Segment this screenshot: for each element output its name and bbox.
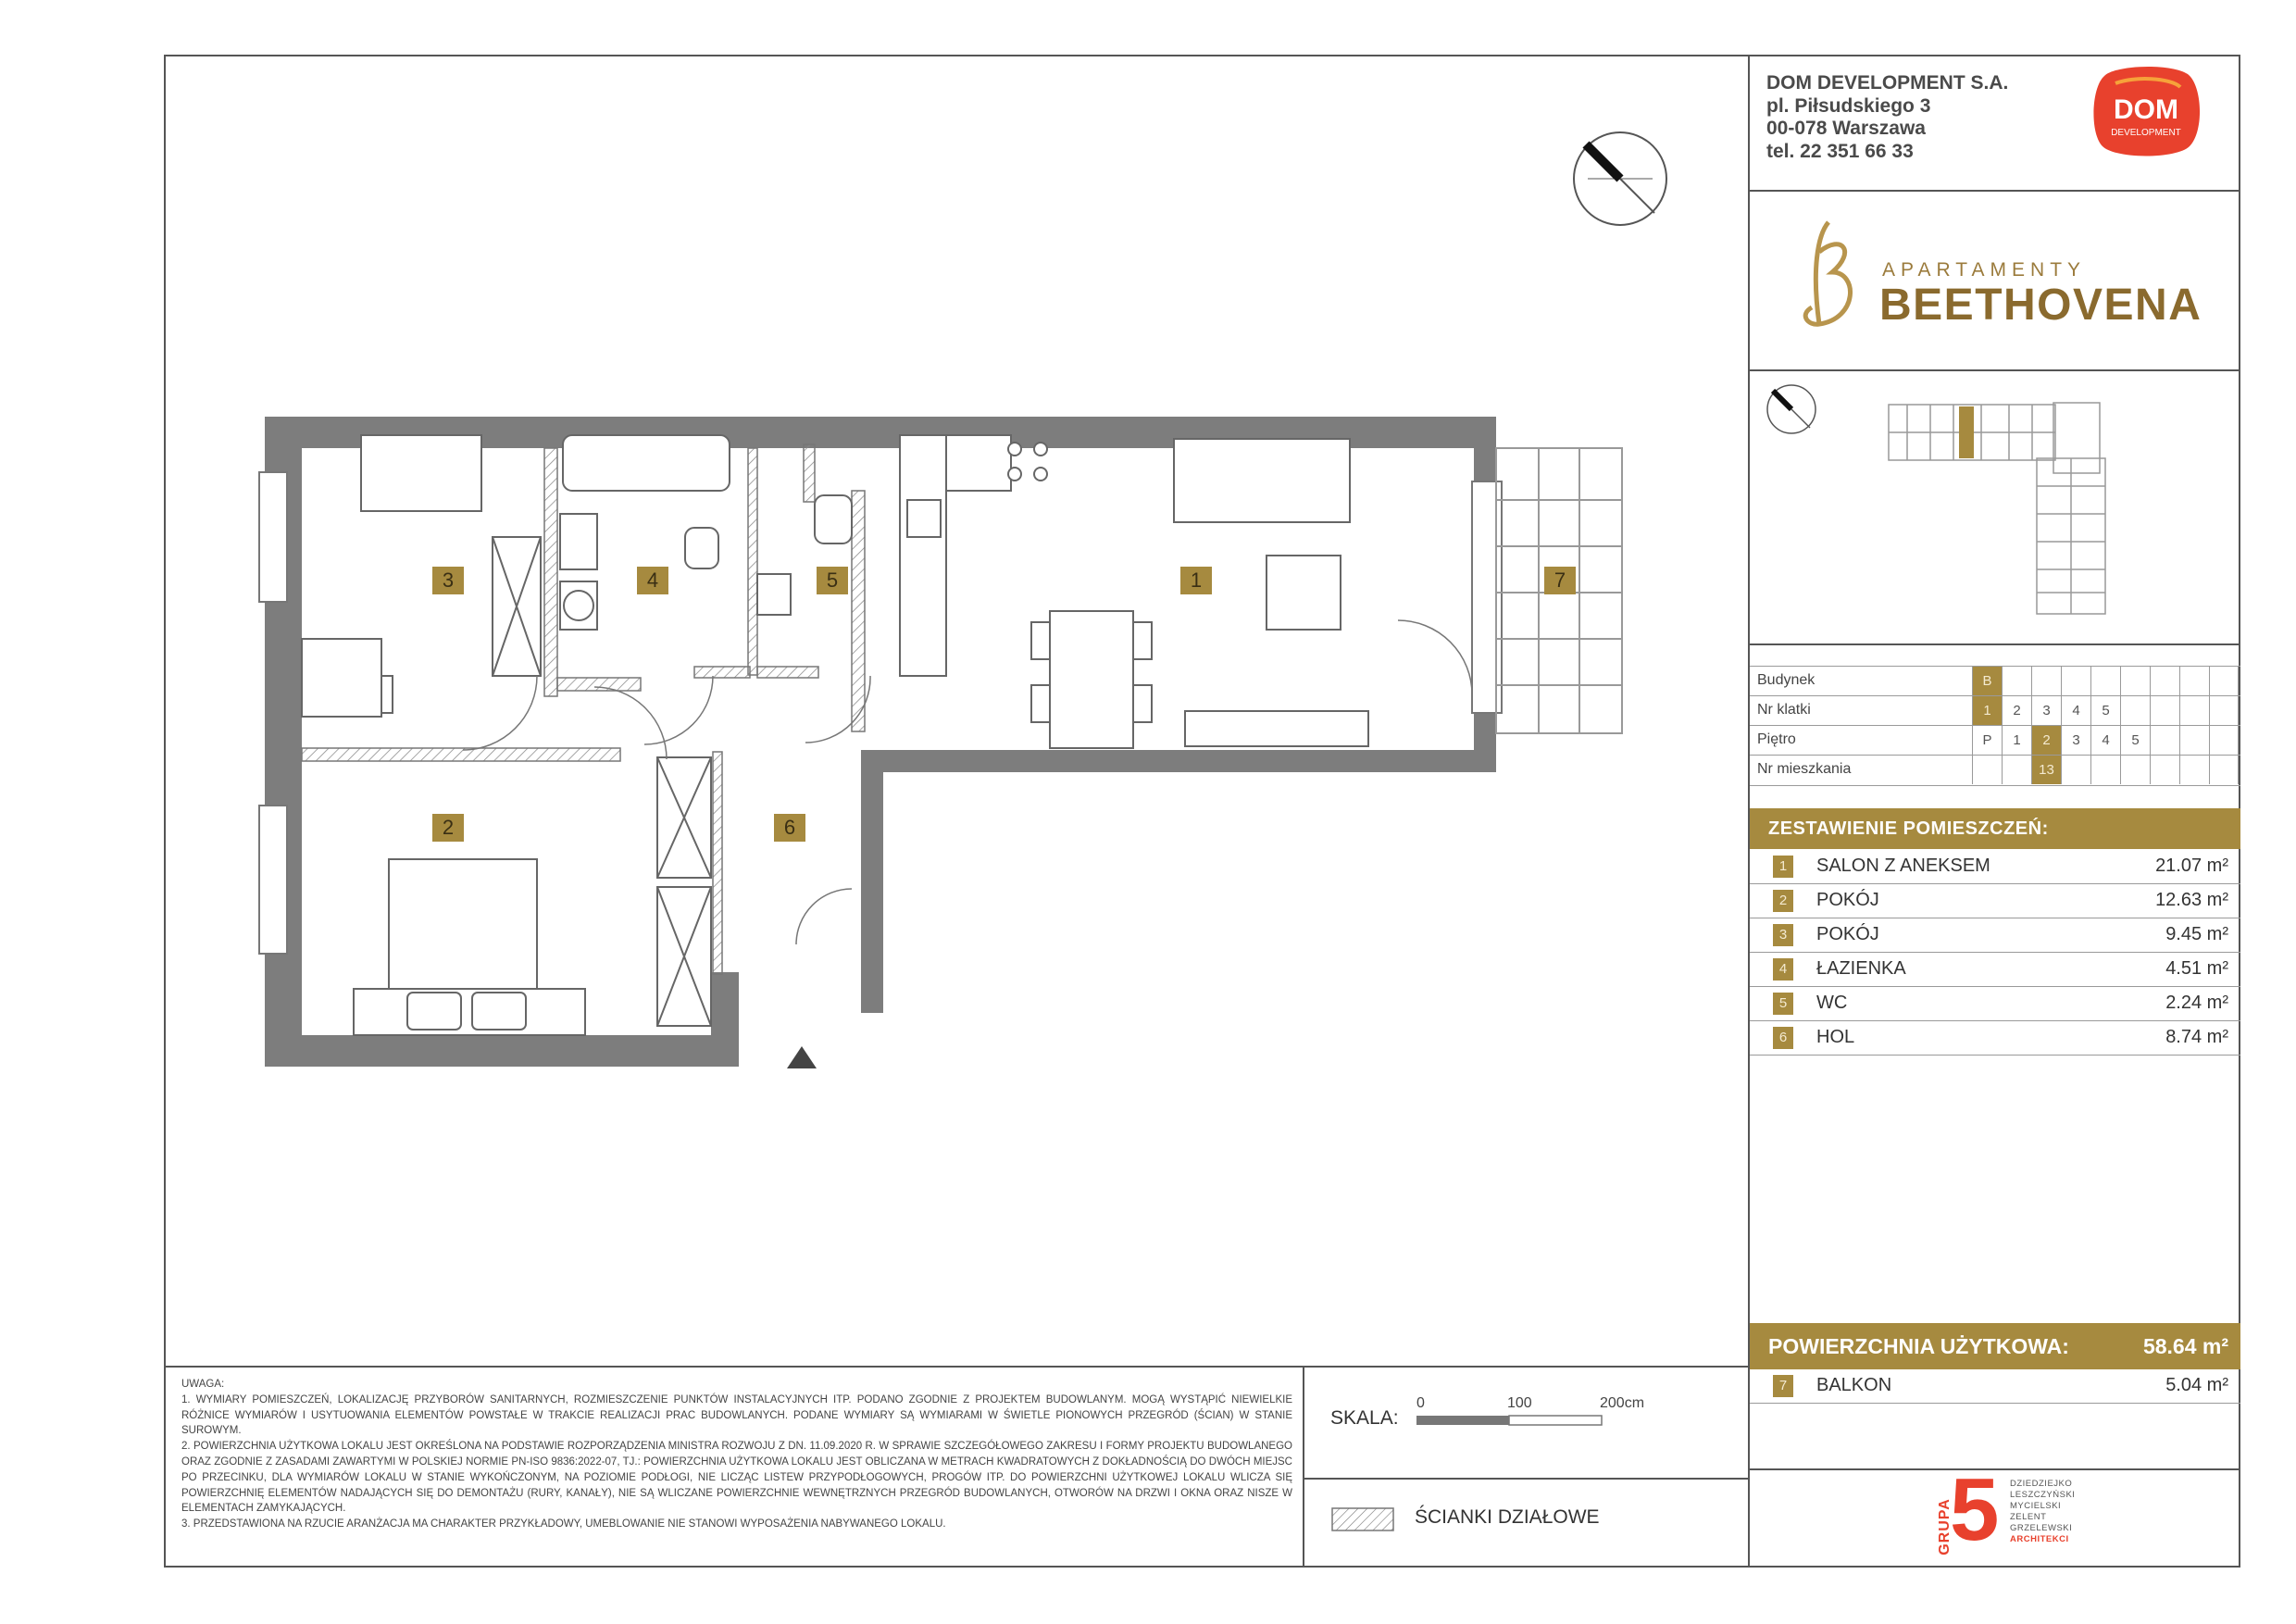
sink-wc: [757, 574, 791, 615]
grid-cell: [2179, 726, 2209, 755]
room-number: 1: [1773, 856, 1793, 878]
kitchen-sink: [907, 500, 941, 537]
notes-title: UWAGA:: [181, 1379, 225, 1390]
entrance-marker: [787, 1046, 817, 1068]
room-area: 5.04 m²: [2165, 1375, 2228, 1395]
exterior-wall-bottom: [265, 1035, 728, 1067]
chair: [1133, 685, 1152, 722]
mieszkanie-value: 13: [2031, 756, 2061, 784]
building-key-plan: [1879, 394, 2148, 616]
architect-name: MYCIELSKI: [2010, 1501, 2062, 1511]
company-address1: pl. Piłsudskiego 3: [1766, 94, 1931, 117]
note-item: 1. WYMIARY POMIESZCZEŃ, LOKALIZACJĘ PRZYBORÓW SANITARNYCH, ROZMIESZCZENIE PUNKTÓW INSTALACYJNYCH ITP. PODANO ZGODNIE Z PROJEKTEM BUDOWLANYM. MOGĄ WYSTĄPIĆ NIEWIELKIE RÓŻNICE WYMIARÓW I USYTUOWANIA ELEMENTÓW POWSTAŁE W TRAKCIE REALIZACJI PRAC BUDOWLANYCH. PODANE WYMIARY SĄ WYMIARAMI W ŚWIETLE PIONOWYCH PRZEGRÓD (ŚCIAN) W STANIE SUROWYM.: [181, 1393, 1292, 1437]
architect-name: GRZELEWSKI: [2010, 1523, 2073, 1533]
divider: [1304, 1478, 1749, 1480]
interior-wall-hol-right: [861, 750, 883, 1013]
chair: [1031, 685, 1050, 722]
room-summary-row: [1750, 953, 2240, 987]
room-summary-row: [1750, 850, 2240, 884]
partition-wall: [302, 748, 620, 761]
coffee-table: [1267, 556, 1341, 630]
partition-wall: [557, 678, 641, 691]
info-row-mieszkanie: [1750, 755, 2240, 786]
chair: [1133, 622, 1152, 659]
company-address2: 00-078 Warszawa: [1766, 118, 1926, 139]
room-summary-row: [1750, 884, 2240, 918]
balcony-door: [1472, 481, 1502, 713]
info-row-klatka: [1750, 695, 2240, 726]
klatka-value: 3: [2031, 696, 2061, 725]
wall-stub: [711, 972, 739, 1067]
mieszkanie-label: Nr mieszkania: [1757, 761, 1852, 777]
plan-room-tag: 3: [432, 567, 464, 594]
brand-line2: BEETHOVENA: [1879, 281, 2202, 330]
note-item: 3. PRZEDSTAWIONA NA RZUCIE ARANŻACJA MA CHARAKTER PRZYKŁADOWY, UMEBLOWANIE NIE STANOWI WYPOSAŻENIA NABYWANEGO LOKALU.: [181, 1518, 946, 1530]
pietro-value: 5: [2120, 726, 2150, 755]
klatka-label: Nr klatki: [1757, 702, 1811, 718]
desk-room3: [302, 639, 381, 717]
budynek-label: Budynek: [1757, 672, 1816, 688]
info-row-pietro: [1750, 725, 2240, 756]
grid-cell: [2179, 756, 2209, 784]
partition-wall-label: ŚCIANKI DZIAŁOWE: [1415, 1506, 1600, 1528]
door-swing: [463, 676, 537, 750]
interior-wall-corridor: [861, 750, 1496, 772]
klatka-value: 1: [1972, 696, 2002, 725]
room-summary-row: [1750, 1021, 2240, 1056]
divider: [164, 1366, 1750, 1368]
beethovena-monogram: [1791, 215, 1866, 335]
pietro-label: Piętro: [1757, 731, 1796, 747]
note-item: 2. POWIERZCHNIA UŻYTKOWA LOKALU JEST OKREŚLONA NA PODSTAWIE ROZPORZĄDZENIA MINISTRA ROZWOJU Z DN. 11.09.2020 R. W SPRAWIE SZCZEGÓŁOWEGO ZAKRESU I FORMY PROJEKTU BUDOWLANEGO ORAZ ZGODNIE Z ZASADAMI ZAWARTYMI W POLSKIEJ NORMIE PN-ISO 9836:2022-07, TJ.: POWIERZCHNIA UŻYTKOWA LOKALU JEST OBLICZANA W METRACH KWADRATOWYCH Z DOKŁADNOŚCIĄ DO DWÓCH MIEJSC PO PRZECINKU, DLA WYMIARÓW LOKALU W STANIE WYKOŃCZONYM, NA POZIOMIE PODŁOGI, NIE LICZĄC LISTEW PRZYPODŁOGOWYCH, PROGÓW ITP. DO POWIERZCHNI UŻYTKOWEJ LOKALU WLICZA SIĘ POWIERZCHNIĘ ELEMENTÓW NADAJĄCYCH SIĘ DO DEMONTAŻU (RURY, KANAŁY), NIE SĄ WLICZANE POWIERZCHNIE WEWNĘTRZNYCH PRZEGRÓD BUDOWLANYCH, OTWORÓW NA DRZWI I OKNA ORAZ NISZE W ELEMENTACH ZAMYKAJĄCYCH.: [181, 1441, 1292, 1515]
room-area: 12.63 m²: [2155, 890, 2228, 910]
toilet-wc: [815, 495, 852, 543]
pietro-value: 3: [2061, 726, 2090, 755]
window-room2: [259, 806, 287, 954]
total-area-header: [1750, 1323, 2240, 1369]
room-number: 4: [1773, 958, 1793, 981]
grid-cell: [2090, 756, 2120, 784]
north-compass-small: [1764, 381, 1819, 437]
grid-cell: [2120, 667, 2150, 695]
klatka-value: 5: [2090, 696, 2120, 725]
grupa-5-number: 5: [1950, 1460, 2000, 1559]
door-swing: [1398, 620, 1472, 694]
room-area: 4.51 m²: [2165, 958, 2228, 979]
grid-cell: [2209, 726, 2239, 755]
room-area: 8.74 m²: [2165, 1027, 2228, 1047]
partition-wall: [757, 667, 818, 678]
partition-wall-swatch: [1331, 1507, 1394, 1531]
divider: [1748, 643, 2240, 645]
balcony-row: [1750, 1369, 2240, 1404]
notes-block: [181, 1377, 1292, 1532]
room-area: 21.07 m²: [2155, 856, 2228, 876]
partition-wall: [544, 448, 557, 696]
company-info: [1766, 72, 2008, 163]
room-number: 3: [1773, 924, 1793, 946]
divider: [1303, 1368, 1304, 1568]
brand-line1: APARTAMENTY: [1882, 259, 2087, 281]
room-area: 9.45 m²: [2165, 924, 2228, 944]
kitchen-counter-top: [946, 435, 1011, 491]
klatka-value: 2: [2002, 696, 2031, 725]
pillow: [472, 993, 526, 1030]
grid-cell: [2150, 756, 2179, 784]
plan-room-tag: 7: [1544, 567, 1576, 594]
logo-text-development: DEVELOPMENT: [2111, 128, 2181, 138]
rooms-summary-header: [1750, 808, 2240, 849]
door-swing: [644, 676, 713, 744]
washbasin: [560, 514, 597, 569]
north-compass: [1569, 128, 1671, 230]
scale-tick: 100: [1507, 1395, 1532, 1411]
scale-tick: 200cm: [1600, 1395, 1645, 1411]
company-phone: tel. 22 351 66 33: [1766, 140, 1914, 162]
room-name: ŁAZIENKA: [1816, 958, 1906, 979]
logo-text-dom: DOM: [2114, 94, 2178, 125]
pietro-value: 4: [2090, 726, 2120, 755]
grid-cell: [2120, 696, 2150, 725]
pietro-value: 2: [2031, 726, 2061, 755]
scale-bar: [1415, 1413, 1605, 1428]
room-number: 5: [1773, 993, 1793, 1015]
scale-label: SKALA:: [1330, 1407, 1399, 1429]
divider: [1748, 190, 2240, 192]
grid-cell: [2179, 667, 2209, 695]
grupa-label-wrap: [1931, 1498, 1953, 1555]
chair: [1031, 622, 1050, 659]
plan-room-tag: 6: [774, 814, 805, 842]
info-row-budynek: [1750, 666, 2240, 696]
kitchen-counter: [900, 435, 946, 676]
klatka-value: 4: [2061, 696, 2090, 725]
rooms-summary-title: ZESTAWIENIE POMIESZCZEŃ:: [1768, 818, 2049, 839]
architect-name: ZELENT: [2010, 1512, 2047, 1522]
pietro-value: 1: [2002, 726, 2031, 755]
plan-room-tag: 2: [432, 814, 464, 842]
plan-room-tag: 5: [817, 567, 848, 594]
grid-cell: [2209, 667, 2239, 695]
toilet-bathroom: [685, 528, 718, 568]
scale-tick: 0: [1416, 1395, 1425, 1411]
grid-cell: [2002, 667, 2031, 695]
company-name: DOM DEVELOPMENT S.A.: [1766, 72, 2009, 94]
grid-cell: [2150, 667, 2179, 695]
grid-cell: [2209, 756, 2239, 784]
partition-wall: [748, 448, 757, 675]
grid-cell: [2150, 696, 2179, 725]
bed-room2: [389, 859, 537, 989]
grupa-label: GRUPA: [1936, 1498, 1953, 1555]
room-area: 2.24 m²: [2165, 993, 2228, 1013]
plan-room-tag: 4: [637, 567, 668, 594]
partition-wall: [694, 667, 750, 678]
pietro-value: P: [1972, 726, 2002, 755]
room-name: POKÓJ: [1816, 924, 1879, 944]
architect-names: [2010, 1479, 2075, 1545]
architect-name: ARCHITEKCI: [2010, 1534, 2069, 1544]
room-name: HOL: [1816, 1027, 1855, 1047]
dining-table: [1050, 611, 1133, 748]
grid-cell: [2002, 756, 2031, 784]
architect-name: DZIEDZIEJKO: [2010, 1479, 2073, 1489]
divider: [1748, 369, 2240, 371]
floor-plan: [250, 407, 1657, 1074]
grid-cell: [2061, 756, 2090, 784]
budynek-value: B: [1972, 667, 2002, 695]
partition-wall: [852, 491, 865, 731]
total-area-value: 58.64 m²: [2142, 1334, 2228, 1358]
grid-cell: [1972, 756, 2002, 784]
grid-cell: [2031, 667, 2061, 695]
room-summary-row: [1750, 918, 2240, 953]
grid-cell: [2090, 667, 2120, 695]
pillow: [407, 993, 461, 1030]
tv-cabinet: [1185, 711, 1368, 746]
grid-cell: [2179, 696, 2209, 725]
bathtub: [563, 435, 730, 491]
room-name: SALON Z ANEKSEM: [1816, 856, 1990, 876]
partition-wall: [804, 444, 815, 502]
sofa: [1174, 439, 1350, 522]
room-name: POKÓJ: [1816, 890, 1879, 910]
architect-name: LESZCZYŃSKI: [2010, 1490, 2076, 1500]
window-room3: [259, 472, 287, 602]
room-number: 6: [1773, 1027, 1793, 1049]
total-area-label: POWIERZCHNIA UŻYTKOWA:: [1768, 1334, 2069, 1358]
plan-room-tag: 1: [1180, 567, 1212, 594]
bed-room3: [361, 435, 481, 511]
room-summary-row: [1750, 987, 2240, 1021]
room-number: 7: [1773, 1375, 1793, 1397]
door-swing: [796, 889, 852, 944]
chair-room3: [381, 676, 393, 713]
grid-cell: [2061, 667, 2090, 695]
partition-wall: [713, 752, 722, 974]
room-name: BALKON: [1816, 1375, 1892, 1395]
grid-cell: [2150, 726, 2179, 755]
room-number: 2: [1773, 890, 1793, 912]
room-name: WC: [1816, 993, 1848, 1013]
dom-development-logo: [2088, 65, 2204, 157]
headboard-room2: [354, 989, 585, 1035]
grid-cell: [2209, 696, 2239, 725]
grid-cell: [2120, 756, 2150, 784]
